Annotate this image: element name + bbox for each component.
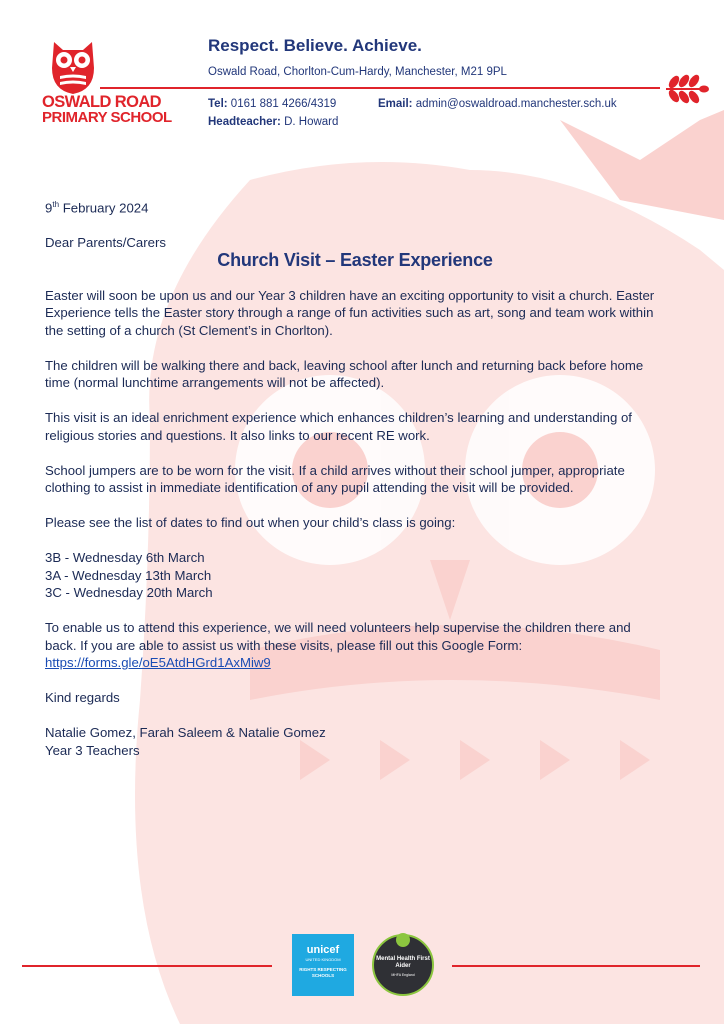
paragraph-volunteers: To enable us to attend this experience, we will need volunteers help supervise the children there and back. If you are able to assist us with these visits, please fill out this Google Form: [45, 620, 631, 653]
closing: Kind regards [45, 690, 120, 706]
headteacher-name: D. Howard [284, 116, 339, 128]
letter-title: Church Visit – Easter Experience [217, 249, 493, 270]
footer-divider-right [452, 965, 700, 967]
paragraph-dates-intro: Please see the list of dates to find out when your child’s class is going: [45, 515, 456, 531]
email-line [378, 98, 617, 110]
paragraph-jumpers: School jumpers are to be worn for the visit. If a child arrives without their school jumper, appropriate clothing to assist in immediate identification of any pupil attending the visit will be provided. [45, 462, 625, 496]
email-label: Email: [378, 98, 413, 110]
header-divider [100, 87, 660, 89]
email-address: admin@oswaldroad.manchester.sch.uk [415, 98, 617, 110]
signatories: Natalie Gomez, Farah Saleem & Natalie Gomez [45, 725, 326, 741]
school-name-line1: OSWALD ROAD [42, 93, 161, 111]
paragraph-intro: Easter will soon be upon us and our Year 3 children have an exciting opportunity to visit a church. Easter Experience tells the Easter story through a range of fun activities such as art, song and team work within the setting of a church (St Clement’s in Chorlton). [45, 287, 655, 338]
footer-divider-left [22, 965, 272, 967]
paragraph-enrichment: This visit is an ideal enrichment experience which enhances children’s learning and understanding of religious stories and questions. It also links to our recent RE work. [45, 410, 632, 443]
letter-date [45, 196, 665, 217]
school-name-line2: PRIMARY SCHOOL [42, 109, 172, 126]
date-item-3a: 3A - Wednesday 13th March [45, 567, 212, 583]
date-suffix: th [52, 200, 60, 209]
school-logo [42, 38, 180, 130]
salutation: Dear Parents/Carers [45, 235, 166, 251]
unicef-sub: UNITED KINGDOM [305, 957, 341, 962]
letter-body [45, 196, 665, 759]
mhfa-emblem-icon [396, 933, 410, 947]
mental-health-first-aider-badge [372, 934, 434, 996]
school-name [42, 94, 180, 126]
date-rest: February 2024 [62, 200, 149, 216]
unicef-rights-respecting-badge [292, 934, 354, 996]
unicef-name: unicef [306, 944, 340, 956]
google-form-link[interactable]: https://forms.gle/oE5AtdHGrd1AxMiw9 [45, 655, 271, 671]
headteacher-line [208, 116, 338, 128]
date-day: 9 [45, 200, 53, 216]
telephone-line [208, 98, 336, 110]
mhfa-title: Mental Health First Aider [376, 956, 430, 969]
paragraph-walking: The children will be walking there and back, leaving school after lunch and returning back before home time (normal lunchtime arrangements will not be affected). [45, 357, 644, 391]
mhfa-sub: MHFA England [391, 973, 415, 977]
unicef-badge-text: RIGHTS RESPECTING SCHOOLS [299, 967, 347, 978]
school-address: Oswald Road, Chorlton-Cum-Hardy, Manchester, M21 9PL [208, 66, 507, 78]
telephone-number: 0161 881 4266/4319 [230, 98, 337, 110]
date-item-3b: 3B - Wednesday 6th March [45, 550, 205, 566]
telephone-label: Tel: [208, 98, 228, 110]
owl-logo-icon [48, 38, 98, 96]
date-item-3c: 3C - Wednesday 20th March [45, 585, 213, 601]
laurel-icon [664, 72, 710, 104]
headteacher-label: Headteacher: [208, 116, 281, 128]
signatory-role: Year 3 Teachers [45, 742, 140, 758]
school-motto: Respect. Believe. Achieve. [208, 36, 422, 55]
